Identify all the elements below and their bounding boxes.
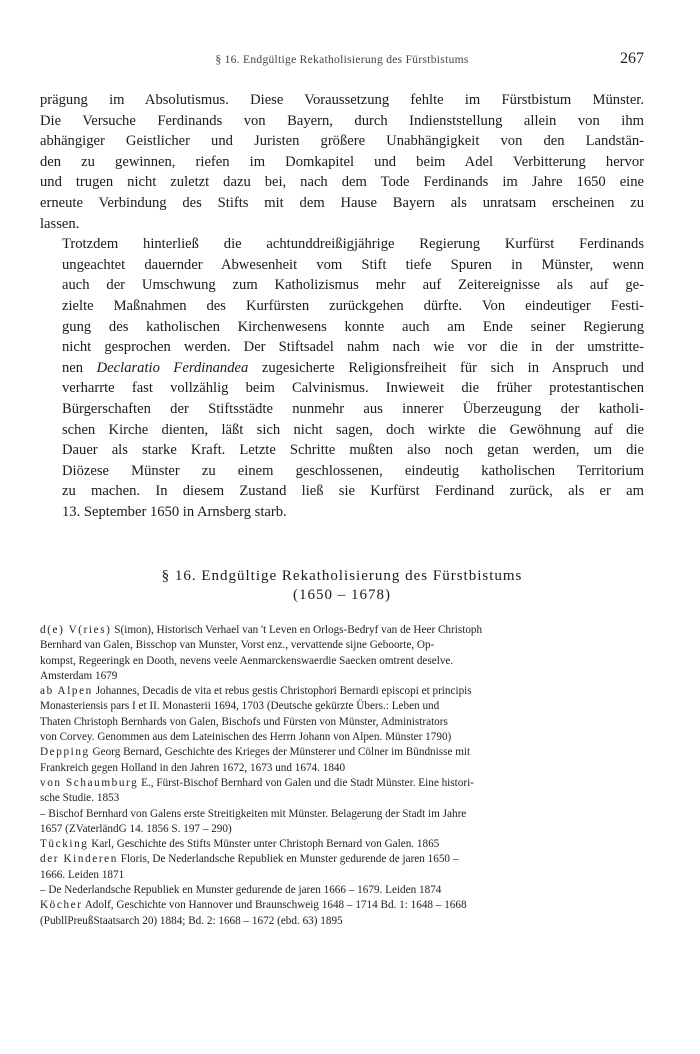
- bib-line: 1657 (ZVaterländG 14. 1856 S. 197 – 290): [40, 822, 232, 835]
- bib-line: Bernhard van Galen, Bisschop van Munster, Vorst enz., vervattende sijne Geboorte, Op-: [40, 639, 435, 652]
- text-line: Diözese Münster zu einem geschlossenen, eindeutig katholischen Territorium: [62, 462, 644, 479]
- bib-author: von Schaumburg: [40, 776, 139, 789]
- bibliography-entry: [40, 837, 644, 852]
- text-line: lassen.: [40, 215, 80, 232]
- bib-line: Depping Georg Bernard, Geschichte des Krieges der Münsterer und Cölner im Bündnisse mit: [40, 746, 471, 759]
- body-text: [40, 90, 644, 522]
- running-head: [40, 50, 644, 74]
- bib-author: –: [40, 884, 46, 897]
- bib-line: der Kinderen Floris, De Nederlandsche Republiek en Munster gedurende de jaren 1650 –: [40, 853, 459, 866]
- bibliography-entry: [40, 623, 644, 684]
- bib-line: ab Alpen Johannes, Decadis de vita et rebus gestis Christophori Bernardi episcopi et principis: [40, 685, 472, 698]
- bib-line: 1666. Leiden 1871: [40, 868, 125, 881]
- bib-line: d(e) V(ries) S(imon), Historisch Verhael van 't Leven en Orlogs-Bedryf van de Heer Christoph: [40, 624, 483, 636]
- bib-line: Amsterdam 1679: [40, 669, 118, 682]
- section-heading: [40, 567, 644, 605]
- bib-line: Frankreich gegen Holland in den Jahren 1672, 1673 und 1674. 1840: [40, 761, 346, 774]
- text-line: Die Versuche Ferdinands von Bayern, durch Indienststellung allein von ihm: [40, 112, 644, 129]
- text-line: erneute Verbindung des Stifts mit dem Hause Bayern als unratsam erscheinen zu: [40, 194, 644, 211]
- italic-title: Declaratio Ferdinandea: [96, 359, 249, 376]
- bib-line: Thaten Christoph Bernhards von Galen, Bischofs und Fürsten von Münster, Administrators: [40, 715, 448, 728]
- text-line: nen Declaratio Ferdinandea zugesicherte Religionsfreiheit für sich in Anspruch und: [62, 359, 644, 376]
- bib-author: d(e) V(ries): [40, 624, 112, 636]
- text-line: abhängiger Geistlicher und Juristen größere Unabhängigkeit von den Landstän-: [40, 133, 644, 150]
- text-line: Trotzdem hinterließ die achtunddreißigjährige Regierung Kurfürst Ferdinands: [62, 236, 644, 253]
- section-dates: (1650 – 1678): [293, 587, 391, 603]
- bib-line: von Corvey. Genommen aus dem Lateinischen des Herrn Johann von Alpen. Münster 1790): [40, 731, 452, 744]
- text-line: zielte Maßnahmen des Kurfürsten zurückgehen dürfte. Von eindeutiger Festi-: [62, 297, 644, 314]
- bib-line: – Bischof Bernhard von Galens erste Streitigkeiten mit Münster. Belagerung der Stadt im Jahre: [40, 807, 467, 820]
- bib-line: (PubllPreußStaatsarch 20) 1884; Bd. 2: 1668 – 1672 (ebd. 63) 1895: [40, 914, 343, 927]
- bib-line: sche Studie. 1853: [40, 792, 120, 805]
- text-line: 13. September 1650 in Arnsberg starb.: [62, 503, 287, 520]
- bibliography-entry: [40, 898, 644, 929]
- bib-line: Monasteriensis pars I et II. Monasterii 1694, 1703 (Deutsche gekürzte Übers.: Leben und: [40, 700, 440, 713]
- text-line: gung des katholischen Kirchenwesens konnte auch am Ende seiner Regierung: [62, 318, 644, 335]
- text-line: schen Kirche dienten, läßt sich nicht sagen, doch wirkte die Gewöhnung auf die: [62, 421, 644, 438]
- bib-line: Tücking Karl, Geschichte des Stifts Münster unter Christoph Bernard von Galen. 1865: [40, 838, 440, 851]
- bib-line: von Schaumburg E., Fürst-Bischof Bernhard von Galen und die Stadt Münster. Eine histori-: [40, 776, 474, 789]
- text-line: den zu gewinnen, riefen im Domkapitel und beim Adel Verbitterung hervor: [40, 153, 644, 170]
- text-line: zu machen. In diesem Zustand ließ sie Kurfürst Ferdinand zurück, als er am: [62, 483, 644, 500]
- paragraph: [40, 234, 644, 522]
- text-line: Dauer als starke Kraft. Letzte Schritte mußten also noch getan werden, um die: [62, 442, 644, 459]
- text-line: auch der Umschwung zum Katholizismus mehr auf Zeitereignisse als auf ge-: [62, 277, 644, 294]
- text-line: und trugen nicht zuletzt dazu bei, nach dem Tode Ferdinands im Jahre 1650 eine: [40, 174, 644, 191]
- bibliography: [40, 623, 644, 929]
- bib-author: Köcher: [40, 899, 83, 912]
- page-number: 267: [620, 50, 644, 67]
- bib-author: Tücking: [40, 838, 89, 851]
- bib-line: Köcher Adolf, Geschichte von Hannover und Braunschweig 1648 – 1714 Bd. 1: 1648 – 1668: [40, 899, 467, 912]
- bibliography-entry: [40, 684, 644, 745]
- bib-author: Depping: [40, 746, 90, 759]
- text-line: Bürgerschaften der Stiftsstädte nunmehr aus innerer Überzeugung der katholi-: [62, 400, 644, 417]
- paragraph: [40, 90, 644, 234]
- running-title: § 16. Endgültige Rekatholisierung des Fürstbistums: [215, 54, 469, 66]
- bibliography-entry: [40, 852, 644, 883]
- bibliography-entry: [40, 745, 644, 776]
- bibliography-entry: [40, 807, 644, 838]
- text-line: nicht gesprochen werden. Der Stiftsadel nahm nach wie vor die in der umstritte-: [62, 339, 644, 356]
- bibliography-entry: [40, 883, 644, 898]
- text-line: ungeachtet dauernder Abwesenheit vom Stift tiefe Spuren in Münster, wenn: [62, 256, 644, 273]
- text-line: prägung im Absolutismus. Diese Voraussetzung fehlte im Fürstbistum Münster.: [40, 92, 644, 108]
- bibliography-entry: [40, 776, 644, 807]
- bib-line: – De Nederlandsche Republiek en Munster gedurende de jaren 1666 – 1679. Leiden 1874: [40, 884, 442, 897]
- section-title: § 16. Endgültige Rekatholisierung des Fürstbistums: [161, 568, 523, 584]
- bib-author: –: [40, 807, 46, 820]
- bib-author: ab Alpen: [40, 685, 93, 698]
- bib-line: kompst, Regeeringk en Dooth, nevens veele Aenmarckenswaerdie Saecken omtrent deselve.: [40, 654, 454, 667]
- bib-author: der Kinderen: [40, 853, 118, 866]
- text-line: verharrte fast vollzählig beim Calvinismus. Inwieweit die früher protestantischen: [62, 380, 644, 397]
